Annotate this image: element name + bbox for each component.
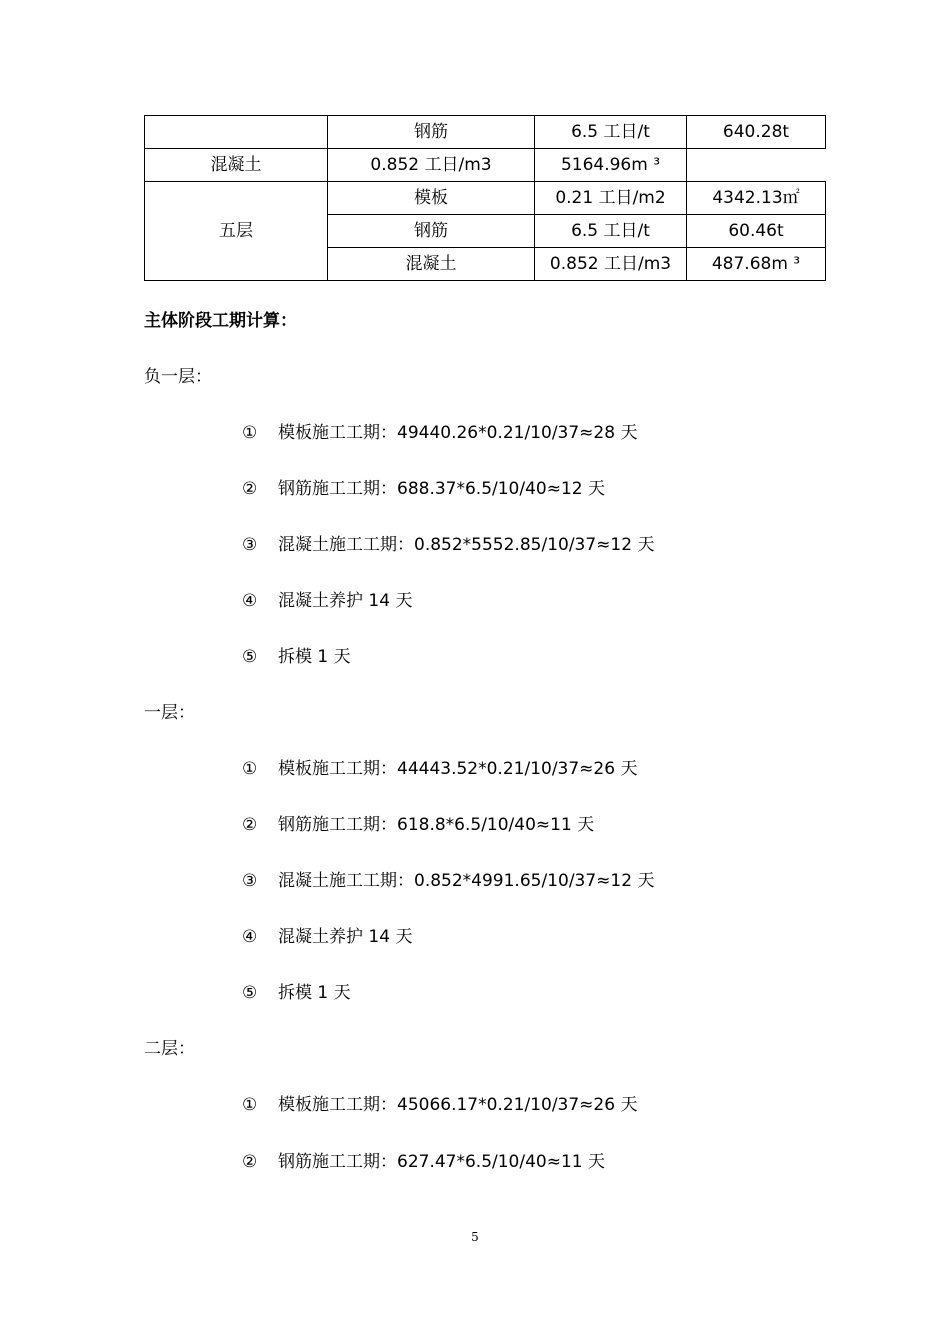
list-item [242, 645, 351, 669]
table-cell-rate: 0.852 工日/m3 [535, 248, 687, 281]
floor-title: 负一层： [144, 367, 212, 387]
item-number: ② [242, 1152, 258, 1172]
table-cell-floor [145, 116, 328, 149]
item-number: ④ [242, 591, 258, 611]
list-item [242, 421, 637, 445]
list-item [242, 477, 605, 501]
table-row [145, 149, 826, 182]
table-cell-quantity: 640.28t [687, 116, 826, 149]
item-text: 混凝土施工工期：0.852*4991.65/10/37≈12 天 [278, 871, 655, 891]
list-item [242, 813, 594, 837]
list-item [242, 981, 351, 1005]
table-cell-item: 混凝土 [328, 248, 535, 281]
section-heading: 主体阶段工期计算： [144, 311, 297, 331]
list-item [242, 589, 412, 613]
item-number: ① [242, 759, 258, 779]
item-text: 模板施工工期：44443.52*0.21/10/37≈26 天 [278, 759, 638, 779]
item-text: 拆模 1 天 [278, 983, 351, 1003]
floor-title: 一层： [144, 703, 195, 723]
list-item [242, 1150, 605, 1174]
table-cell-quantity: 5164.96m ³ [535, 149, 687, 182]
table-cell-quantity: 487.68m ³ [687, 248, 826, 281]
workload-table [144, 115, 826, 281]
item-number: ① [242, 1095, 258, 1115]
floor-title: 二层： [144, 1039, 195, 1059]
table-row [145, 116, 826, 149]
table-cell-quantity: 60.46t [687, 215, 826, 248]
item-text: 混凝土养护 14 天 [278, 591, 413, 611]
table-cell-rate: 6.5 工日/t [535, 215, 687, 248]
item-text: 混凝土养护 14 天 [278, 927, 413, 947]
item-number: ① [242, 423, 258, 443]
table-cell-rate: 6.5 工日/t [535, 116, 687, 149]
list-item [242, 757, 637, 781]
table-cell-item: 钢筋 [328, 116, 535, 149]
item-number: ④ [242, 927, 258, 947]
table-cell-item: 钢筋 [328, 215, 535, 248]
item-text: 模板施工工期：45066.17*0.21/10/37≈26 天 [278, 1095, 638, 1115]
item-number: ② [242, 479, 258, 499]
table-cell-item: 混凝土 [145, 149, 328, 182]
list-item [242, 1093, 637, 1117]
item-text: 模板施工工期：49440.26*0.21/10/37≈28 天 [278, 423, 638, 443]
list-item [242, 869, 654, 893]
item-text: 混凝土施工工期：0.852*5552.85/10/37≈12 天 [278, 535, 655, 555]
table-cell-floor: 五层 [145, 182, 328, 281]
list-item [242, 533, 654, 557]
item-number: ⑤ [242, 983, 258, 1003]
item-text: 钢筋施工工期：618.8*6.5/10/40≈11 天 [278, 815, 595, 835]
item-number: ② [242, 815, 258, 835]
item-number: ③ [242, 871, 258, 891]
table-cell-rate: 0.852 工日/m3 [328, 149, 535, 182]
item-text: 钢筋施工工期：688.37*6.5/10/40≈12 天 [278, 479, 606, 499]
table-cell-quantity: 4342.13㎡ [687, 182, 826, 215]
item-text: 钢筋施工工期：627.47*6.5/10/40≈11 天 [278, 1152, 606, 1172]
item-number: ③ [242, 535, 258, 555]
list-item [242, 925, 412, 949]
table-cell-rate: 0.21 工日/m2 [535, 182, 687, 215]
table-cell-item: 模板 [328, 182, 535, 215]
item-text: 拆模 1 天 [278, 647, 351, 667]
page-number: 5 [471, 1230, 479, 1244]
table-row [145, 182, 826, 215]
item-number: ⑤ [242, 647, 258, 667]
